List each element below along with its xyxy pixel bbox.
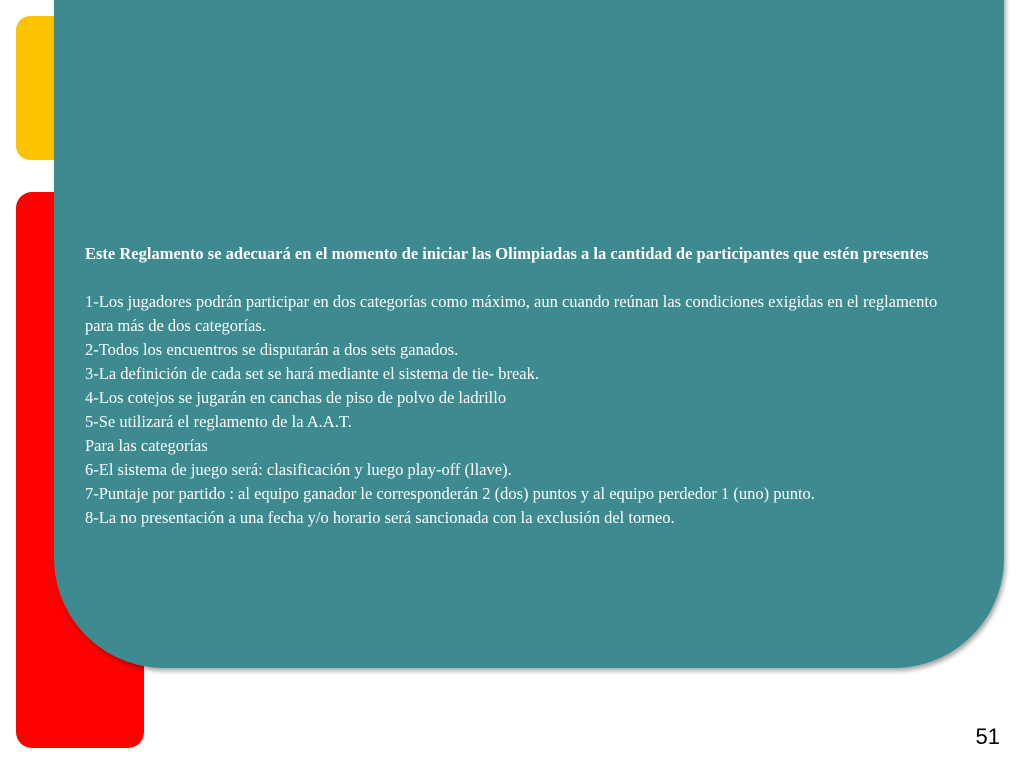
rules-list: [85, 290, 955, 530]
rule-item-3: 3-La definición de cada set se hará mediante el sistema de tie- break.: [85, 364, 539, 383]
rule-item-categories: Para las categorías: [85, 436, 208, 455]
rule-item-8: 8-La no presentación a una fecha y/o horario será sancionada con la exclusión del torneo.: [85, 508, 675, 527]
rule-item-1: 1-Los jugadores podrán participar en dos categorías como máximo, aun cuando reúnan las condiciones exigidas en el reglamento para más de dos categorías.: [85, 292, 938, 335]
rule-item-7: 7-Puntaje por partido : al equipo ganador le corresponderán 2 (dos) puntos y al equipo perdedor 1 (uno) punto.: [85, 484, 815, 503]
rule-item-4: 4-Los cotejos se jugarán en canchas de piso de polvo de ladrillo: [85, 388, 507, 407]
intro-paragraph: Este Reglamento se adecuará en el momento de iniciar las Olimpiadas a la cantidad de participantes que estén presentes: [85, 244, 929, 263]
rule-item-6: 6-El sistema de juego será: clasificación y luego play-off (llave).: [85, 460, 512, 479]
page-number: 51: [975, 724, 1000, 749]
rule-item-2: 2-Todos los encuentros se disputarán a dos sets ganados.: [85, 340, 459, 359]
slide-text-block: [85, 242, 955, 530]
rule-item-5: 5-Se utilizará el reglamento de la A.A.T.: [85, 412, 352, 431]
